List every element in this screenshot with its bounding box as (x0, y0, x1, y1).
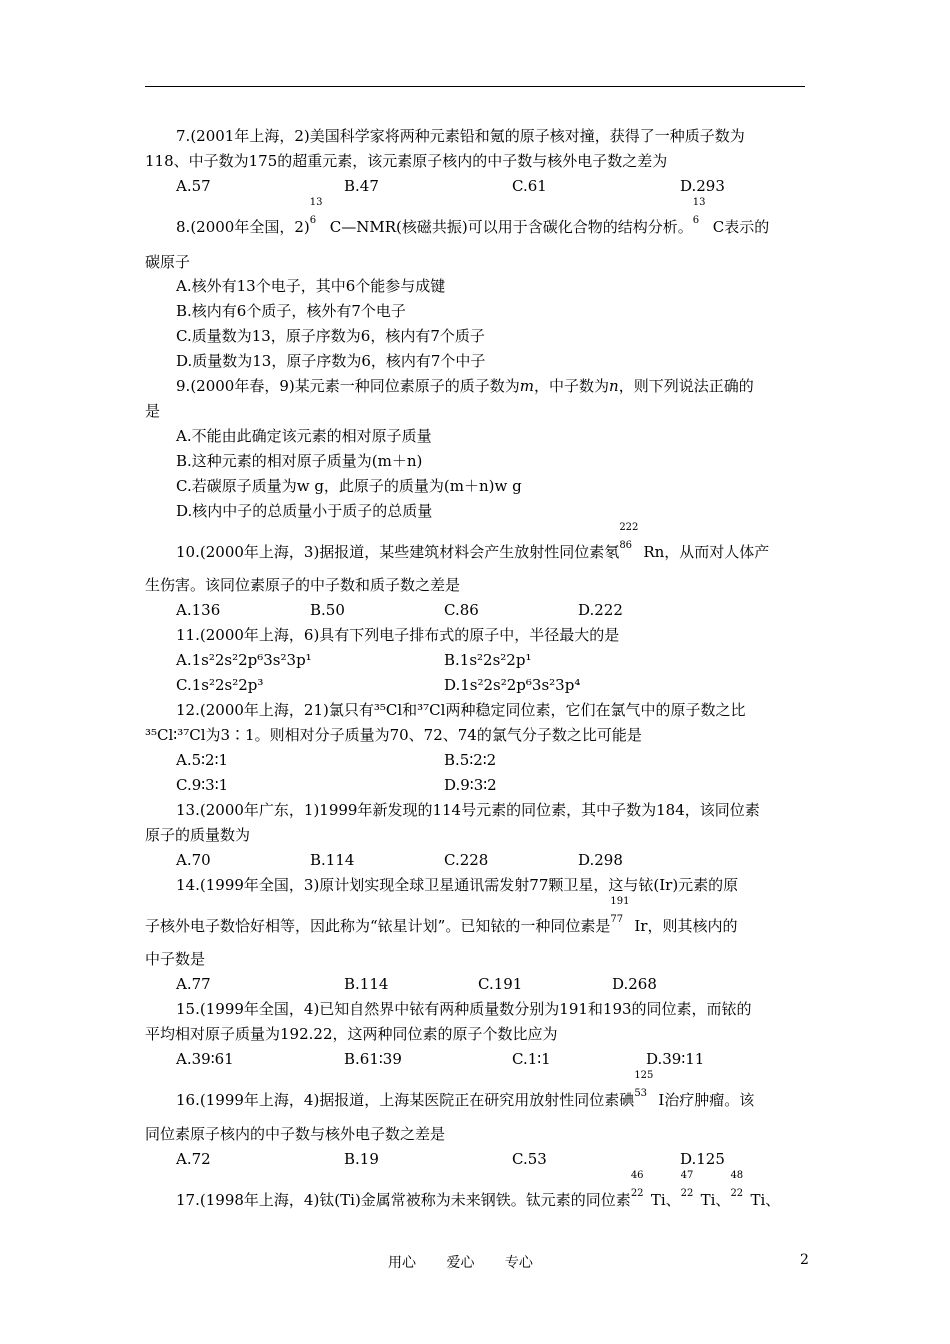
option-14c: C.191 (478, 975, 523, 993)
isotope-c13-2: 13 6 (692, 197, 706, 226)
option-16b: B.19 (344, 1150, 379, 1168)
question-8: 8.(2000年全国，2) 13 6 C—NMR(核磁共振)可以用于含碳化合物的结构分析。 13 6 C表示的 (176, 197, 770, 236)
option-12a: A.5∶2∶1 (176, 751, 229, 769)
option-10d: D.222 (578, 601, 623, 619)
option-7a: A.57 (176, 177, 211, 195)
question-13: 13.(2000年广东，1)1999年新发现的114号元素的同位素，其中子数为184，该同位素 (176, 801, 760, 819)
option-10c: C.86 (444, 601, 479, 619)
option-12b: B.5∶2∶2 (444, 751, 497, 769)
question-12-cont: ³⁵Cl∶³⁷Cl为3∶1。则相对分子质量为70、72、74的氯气分子数之比可能是 (145, 726, 642, 744)
option-13b: B.114 (310, 851, 355, 869)
option-15c: C.1∶1 (512, 1050, 551, 1068)
question-14: 14.(1999年全国，3)原计划实现全球卫星通讯需发射77颗卫星，这与铱(Ir)元素的原 (176, 876, 739, 894)
isotope-ti48: 48 22 (730, 1170, 744, 1199)
option-8b: B.核内有6个质子，核外有7个电子 (176, 302, 406, 320)
option-9a: A.不能由此确定该元素的相对原子质量 (176, 427, 432, 445)
option-8d: D.质量数为13，原子序数为6，核内有7个中子 (176, 352, 486, 370)
question-15: 15.(1999年全国，4)已知自然界中铱有两种质量数分别为191和193的同位素，而铱的 (176, 1000, 752, 1018)
question-11: 11.(2000年上海，6)具有下列电子排布式的原子中，半径最大的是 (176, 626, 620, 644)
option-8c: C.质量数为13，原子序数为6，核内有7个质子 (176, 327, 485, 345)
option-7c: C.61 (512, 177, 547, 195)
question-14-cont2: 中子数是 (145, 950, 206, 968)
option-14d: D.268 (612, 975, 657, 993)
option-16a: A.72 (176, 1150, 211, 1168)
option-9c: C.若碳原子质量为w g，此原子的质量为(m＋n)w g (176, 477, 522, 495)
isotope-ir191: 191 77 (610, 896, 630, 925)
question-7-cont: 118、中子数为175的超重元素，该元素原子核内的中子数与核外电子数之差为 (145, 152, 668, 170)
question-13-cont: 原子的质量数为 (145, 826, 251, 844)
question-16-cont: 同位素原子核内的中子数与核外电子数之差是 (145, 1125, 446, 1143)
question-10: 10.(2000年上海，3)据报道，某些建筑材料会产生放射性同位素氡 222 86 Rn，从而对人体产 (176, 522, 770, 561)
option-7b: B.47 (344, 177, 379, 195)
option-11d: D.1s²2s²2p⁶3s²3p⁴ (444, 676, 581, 694)
option-10b: B.50 (310, 601, 345, 619)
option-9d: D.核内中子的总质量小于质子的总质量 (176, 502, 433, 520)
header-rule (145, 86, 805, 87)
option-8a: A.核外有13个电子，其中6个能参与成键 (176, 277, 446, 295)
option-11a: A.1s²2s²2p⁶3s²3p¹ (176, 651, 312, 669)
option-15b: B.61∶39 (344, 1050, 402, 1068)
option-10a: A.136 (176, 601, 221, 619)
option-16d: D.125 (680, 1150, 725, 1168)
question-7: 7.(2001年上海，2)美国科学家将两种元素铅和氪的原子核对撞，获得了一种质子数为 (176, 127, 745, 145)
footer-motto: 用心 爱心 专心 (388, 1255, 533, 1271)
question-16: 16.(1999年上海，4)据报道，上海某医院正在研究用放射性同位素碘 125 53 I治疗肿瘤。该 (176, 1070, 755, 1109)
question-15-cont: 平均相对原子质量为192.22，这两种同位素的原子个数比应为 (145, 1025, 558, 1043)
option-11b: B.1s²2s²2p¹ (444, 651, 532, 669)
isotope-i125: 125 53 (634, 1070, 654, 1099)
isotope-rn222: 222 86 (619, 522, 639, 551)
option-12d: D.9∶3∶2 (444, 776, 497, 794)
option-14a: A.77 (176, 975, 211, 993)
question-12: 12.(2000年上海，21)氯只有³⁵Cl和³⁷Cl两种稳定同位素，它们在氯气中的原子数之比 (176, 701, 746, 719)
question-10-cont: 生伤害。该同位素原子的中子数和质子数之差是 (145, 576, 461, 594)
page-number: 2 (800, 1252, 809, 1268)
option-13c: C.228 (444, 851, 489, 869)
option-7d: D.293 (680, 177, 725, 195)
option-9b: B.这种元素的相对原子质量为(m＋n) (176, 452, 423, 470)
isotope-ti46: 46 22 (630, 1170, 644, 1199)
option-16c: C.53 (512, 1150, 547, 1168)
option-15a: A.39∶61 (176, 1050, 234, 1068)
question-9-cont: 是 (145, 402, 161, 420)
question-9: 9.(2000年春，9)某元素一种同位素原子的质子数为m，中子数为n，则下列说法正确的 (176, 377, 754, 395)
option-11c: C.1s²2s²2p³ (176, 676, 264, 694)
option-15d: D.39∶11 (646, 1050, 705, 1068)
question-17: 17.(1998年上海，4)钛(Ti)金属常被称为未来钢铁。钛元素的同位素 46 22 Ti、 47 22 Ti、 48 22 Ti、 (176, 1170, 781, 1209)
option-12c: C.9∶3∶1 (176, 776, 229, 794)
question-14-cont: 子核外电子数恰好相等，因此称为“铱星计划”。已知铱的一种同位素是 191 77 Ir，则其核内的 (145, 896, 738, 935)
isotope-c13: 13 6 (309, 197, 323, 226)
option-14b: B.114 (344, 975, 389, 993)
question-8-cont: 碳原子 (145, 253, 191, 271)
option-13d: D.298 (578, 851, 623, 869)
option-13a: A.70 (176, 851, 211, 869)
isotope-ti47: 47 22 (680, 1170, 694, 1199)
